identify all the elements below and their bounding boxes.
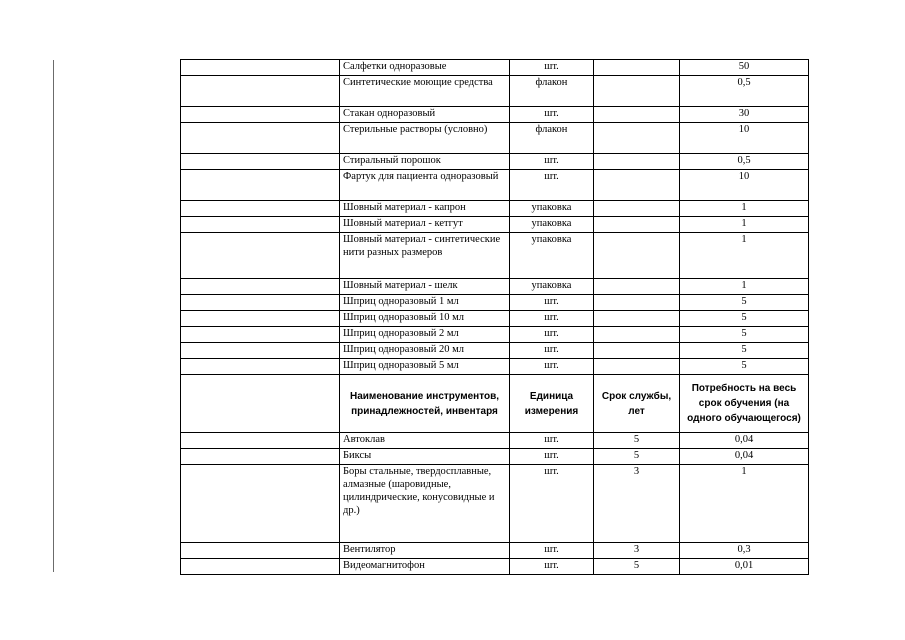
item-name-cell: Стакан одноразовый <box>340 107 510 123</box>
item-unit-cell: шт. <box>510 465 594 543</box>
consumables-section <box>181 60 809 375</box>
blank-cell <box>181 449 340 465</box>
item-unit-cell: упаковка <box>510 217 594 233</box>
item-need-cell: 10 <box>680 123 809 154</box>
blank-cell <box>181 359 340 375</box>
item-name-cell: Стерильные растворы (условно) <box>340 123 510 154</box>
item-name-cell: Шовный материал - кетгут <box>340 217 510 233</box>
item-name-cell: Шприц одноразовый 5 мл <box>340 359 510 375</box>
item-unit-cell: шт. <box>510 433 594 449</box>
header-blank-cell <box>181 375 340 433</box>
page-margin-line <box>53 60 54 572</box>
item-unit-cell: флакон <box>510 76 594 107</box>
table-row <box>181 279 809 295</box>
item-term-cell <box>594 343 680 359</box>
item-unit-cell: шт. <box>510 311 594 327</box>
item-name-cell: Вентилятор <box>340 543 510 559</box>
item-need-cell: 5 <box>680 327 809 343</box>
instruments-header-row <box>181 375 809 433</box>
item-need-cell: 0,01 <box>680 559 809 575</box>
item-unit-cell: шт. <box>510 170 594 201</box>
item-unit-cell: шт. <box>510 449 594 465</box>
table-row <box>181 217 809 233</box>
item-term-cell <box>594 233 680 279</box>
instruments-section <box>181 433 809 575</box>
item-name-cell: Салфетки одноразовые <box>340 60 510 76</box>
blank-cell <box>181 217 340 233</box>
item-unit-cell: шт. <box>510 343 594 359</box>
item-unit-cell: шт. <box>510 327 594 343</box>
blank-cell <box>181 433 340 449</box>
item-need-cell: 30 <box>680 107 809 123</box>
item-term-cell <box>594 359 680 375</box>
table-row <box>181 543 809 559</box>
item-name-cell: Шовный материал - капрон <box>340 201 510 217</box>
item-term-cell <box>594 217 680 233</box>
blank-cell <box>181 343 340 359</box>
item-unit-cell: шт. <box>510 295 594 311</box>
header-term-cell: Срок службы, лет <box>594 375 680 433</box>
item-name-cell: Фартук для пациента одноразовый <box>340 170 510 201</box>
table-row <box>181 465 809 543</box>
blank-cell <box>181 123 340 154</box>
item-need-cell: 5 <box>680 295 809 311</box>
item-need-cell: 10 <box>680 170 809 201</box>
blank-cell <box>181 107 340 123</box>
item-need-cell: 1 <box>680 233 809 279</box>
item-unit-cell: упаковка <box>510 279 594 295</box>
item-need-cell: 50 <box>680 60 809 76</box>
item-unit-cell: шт. <box>510 359 594 375</box>
item-unit-cell: упаковка <box>510 201 594 217</box>
item-term-cell: 5 <box>594 559 680 575</box>
blank-cell <box>181 76 340 107</box>
blank-cell <box>181 311 340 327</box>
table-row <box>181 233 809 279</box>
item-need-cell: 0,04 <box>680 449 809 465</box>
header-need-cell: Потребность на весь срок обучения (на одного обучающегося) <box>680 375 809 433</box>
blank-cell <box>181 279 340 295</box>
item-term-cell <box>594 279 680 295</box>
item-term-cell <box>594 201 680 217</box>
header-unit-cell: Единица измерения <box>510 375 594 433</box>
item-need-cell: 1 <box>680 465 809 543</box>
item-need-cell: 0,5 <box>680 154 809 170</box>
blank-cell <box>181 201 340 217</box>
item-name-cell: Синтетические моющие средства <box>340 76 510 107</box>
instruments-header-section <box>181 375 809 433</box>
item-term-cell <box>594 327 680 343</box>
item-unit-cell: шт. <box>510 60 594 76</box>
table-row <box>181 76 809 107</box>
item-name-cell: Шприц одноразовый 1 мл <box>340 295 510 311</box>
table-row <box>181 449 809 465</box>
item-name-cell: Шовный материал - синтетические нити разных размеров <box>340 233 510 279</box>
item-need-cell: 1 <box>680 217 809 233</box>
table-row <box>181 295 809 311</box>
item-name-cell: Шприц одноразовый 10 мл <box>340 311 510 327</box>
item-need-cell: 5 <box>680 311 809 327</box>
item-term-cell <box>594 107 680 123</box>
item-need-cell: 0,04 <box>680 433 809 449</box>
item-unit-cell: шт. <box>510 559 594 575</box>
item-need-cell: 0,3 <box>680 543 809 559</box>
item-term-cell: 5 <box>594 433 680 449</box>
item-name-cell: Стиральный порошок <box>340 154 510 170</box>
table-row <box>181 154 809 170</box>
item-term-cell <box>594 170 680 201</box>
item-name-cell: Боры стальные, твердосплавные, алмазные (шаровидные, цилиндрические, конусовидные и др.) <box>340 465 510 543</box>
blank-cell <box>181 60 340 76</box>
item-need-cell: 1 <box>680 201 809 217</box>
item-term-cell: 3 <box>594 465 680 543</box>
item-unit-cell: шт. <box>510 107 594 123</box>
item-unit-cell: шт. <box>510 154 594 170</box>
table-row <box>181 559 809 575</box>
item-name-cell: Шовный материал - шелк <box>340 279 510 295</box>
blank-cell <box>181 559 340 575</box>
item-need-cell: 5 <box>680 359 809 375</box>
item-need-cell: 0,5 <box>680 76 809 107</box>
table-row <box>181 107 809 123</box>
table-row <box>181 201 809 217</box>
item-name-cell: Видеомагнитофон <box>340 559 510 575</box>
item-need-cell: 1 <box>680 279 809 295</box>
item-term-cell <box>594 311 680 327</box>
blank-cell <box>181 233 340 279</box>
item-term-cell <box>594 76 680 107</box>
blank-cell <box>181 543 340 559</box>
header-name-cell: Наименование инструментов, принадлежностей, инвентаря <box>340 375 510 433</box>
blank-cell <box>181 465 340 543</box>
blank-cell <box>181 295 340 311</box>
blank-cell <box>181 327 340 343</box>
item-unit-cell: флакон <box>510 123 594 154</box>
item-need-cell: 5 <box>680 343 809 359</box>
item-term-cell <box>594 295 680 311</box>
item-term-cell <box>594 60 680 76</box>
item-unit-cell: шт. <box>510 543 594 559</box>
item-term-cell <box>594 154 680 170</box>
equipment-supplies-table <box>180 59 809 575</box>
item-term-cell: 5 <box>594 449 680 465</box>
table-row <box>181 433 809 449</box>
table-row <box>181 343 809 359</box>
blank-cell <box>181 154 340 170</box>
item-name-cell: Шприц одноразовый 20 мл <box>340 343 510 359</box>
item-name-cell: Шприц одноразовый 2 мл <box>340 327 510 343</box>
item-unit-cell: упаковка <box>510 233 594 279</box>
table-row <box>181 170 809 201</box>
table-row <box>181 123 809 154</box>
table-row <box>181 311 809 327</box>
item-term-cell <box>594 123 680 154</box>
blank-cell <box>181 170 340 201</box>
item-term-cell: 3 <box>594 543 680 559</box>
table-row <box>181 359 809 375</box>
table-row <box>181 60 809 76</box>
item-name-cell: Автоклав <box>340 433 510 449</box>
table-row <box>181 327 809 343</box>
item-name-cell: Биксы <box>340 449 510 465</box>
